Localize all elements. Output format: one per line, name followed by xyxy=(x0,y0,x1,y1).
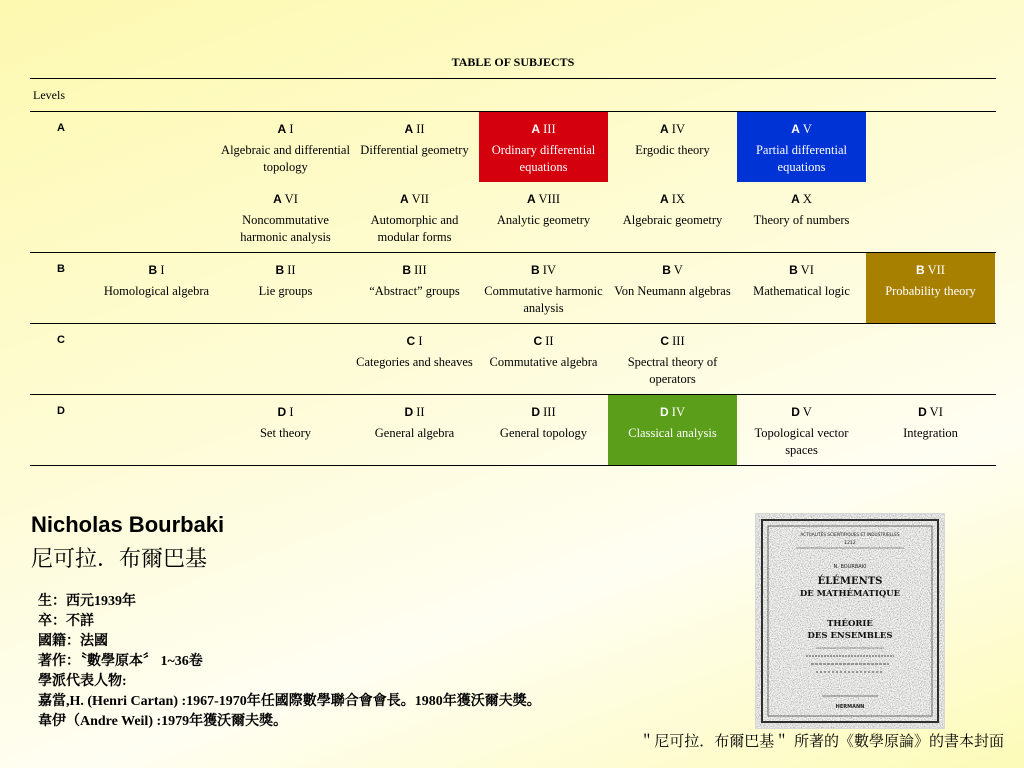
subject-cell xyxy=(608,182,737,252)
subject-code xyxy=(608,333,737,350)
book-title-2: DE MATHÉMATIQUE xyxy=(799,589,901,599)
book-series: ACTUALITÉS SCIENTIFIQUES ET INDUSTRIELLES xyxy=(800,532,900,537)
subject-name: Topological vector spaces xyxy=(754,426,849,457)
subject-name: Set theory xyxy=(259,426,312,440)
subject-name: Differential geometry xyxy=(360,143,469,157)
subject-number: IV xyxy=(668,405,685,419)
bio-cartan: 嘉當,H. (Henri Cartan) :1967-1970年任國際數學聯合會會長。1980年獲沃爾夫獎。 xyxy=(38,694,541,709)
subject-name: Algebraic and differential topology xyxy=(221,143,350,174)
subject-number: V xyxy=(799,122,812,136)
subject-number: III xyxy=(411,263,427,277)
subject-number: I xyxy=(415,334,423,348)
subject-code xyxy=(737,191,866,208)
subject-letter: D xyxy=(918,405,927,419)
book-subtitle-2: DES ENSEMBLES xyxy=(807,631,893,641)
subject-number: IV xyxy=(668,122,685,136)
subject-cell xyxy=(608,395,737,465)
bio-representatives-label: 學派代表人物: xyxy=(38,674,127,689)
subject-code xyxy=(350,121,479,138)
subject-number: I xyxy=(157,263,165,277)
subject-code xyxy=(221,121,350,138)
subject-number: II xyxy=(542,334,554,348)
subject-code xyxy=(479,262,608,279)
subject-number: X xyxy=(799,192,812,206)
subject-cell xyxy=(350,324,479,394)
subject-code xyxy=(608,404,737,421)
subject-name: Von Neumann algebras xyxy=(614,284,731,298)
subject-letter: D xyxy=(791,405,800,419)
subject-number: I xyxy=(286,405,294,419)
level-label: A xyxy=(57,122,65,134)
subject-cell xyxy=(608,253,737,323)
level-row-b xyxy=(30,253,996,323)
subject-letter: D xyxy=(404,405,414,419)
person-name: Nicholas Bourbaki xyxy=(31,512,225,537)
subject-number: VI xyxy=(926,405,943,419)
subject-letter: A xyxy=(791,122,800,136)
subject-code xyxy=(866,262,995,279)
subject-cell xyxy=(350,395,479,465)
subject-number: III xyxy=(540,405,556,419)
table-title: TABLE OF SUBJECTS xyxy=(451,55,575,69)
subject-name: Ergodic theory xyxy=(635,143,710,157)
subject-name: Integration xyxy=(903,426,958,440)
subject-letter: B xyxy=(789,263,798,277)
level-row-a xyxy=(30,112,996,252)
subject-name: Lie groups xyxy=(258,284,313,298)
subject-number: I xyxy=(286,122,294,136)
subjects-table xyxy=(30,52,996,466)
subject-cell xyxy=(866,395,995,465)
subject-number: V xyxy=(799,405,812,419)
subject-name: Theory of numbers xyxy=(753,213,850,227)
subject-name: Commutative harmonic analysis xyxy=(484,284,603,315)
subject-letter: A xyxy=(660,122,669,136)
subject-code xyxy=(608,262,737,279)
subject-code xyxy=(737,121,866,138)
subject-name: Algebraic geometry xyxy=(622,213,723,227)
subject-code xyxy=(479,404,608,421)
levels-header: Levels xyxy=(33,88,65,102)
level-label: D xyxy=(57,405,65,417)
subject-code xyxy=(221,262,350,279)
bio-works: 著作：〝數學原本〞 1~36卷 xyxy=(38,654,203,669)
subject-code xyxy=(221,191,350,208)
subject-cell xyxy=(350,182,479,252)
subject-cell xyxy=(479,112,608,182)
subject-number: VIII xyxy=(535,192,561,206)
subject-number: II xyxy=(413,405,425,419)
subject-letter: A xyxy=(531,122,541,136)
subject-letter: B xyxy=(402,263,412,277)
subject-name: General algebra xyxy=(374,426,455,440)
subject-code xyxy=(737,262,866,279)
book-cover-illustration xyxy=(756,514,944,728)
subject-name: Ordinary differential equations xyxy=(491,143,596,174)
subject-cell xyxy=(737,253,866,323)
subject-name: Classical analysis xyxy=(628,426,717,440)
subject-letter: D xyxy=(531,405,541,419)
subject-letter: A xyxy=(400,192,409,206)
book-publisher: HERMANN xyxy=(835,704,865,710)
subject-cell xyxy=(608,324,737,394)
subject-number: VI xyxy=(281,192,298,206)
book-cover-image xyxy=(755,513,945,729)
level-row-c xyxy=(30,324,996,394)
subject-number: VI xyxy=(797,263,814,277)
book-title-1: ÉLÉMENTS xyxy=(817,576,883,587)
subject-name: Probability theory xyxy=(885,284,976,298)
subject-number: II xyxy=(284,263,296,277)
subject-number: IV xyxy=(539,263,556,277)
subject-number: VII xyxy=(408,192,429,206)
subject-code xyxy=(350,262,479,279)
subject-cell xyxy=(479,395,608,465)
subject-code xyxy=(479,121,608,138)
subject-name: Automorphic and modular forms xyxy=(370,213,459,244)
subject-number: II xyxy=(413,122,425,136)
subject-name: Categories and sheaves xyxy=(356,355,473,369)
subject-letter: B xyxy=(275,263,285,277)
subject-code xyxy=(608,191,737,208)
subject-letter: C xyxy=(406,334,416,348)
subject-cell xyxy=(608,112,737,182)
subject-cell xyxy=(737,112,866,182)
subject-code xyxy=(479,333,608,350)
subject-code xyxy=(608,121,737,138)
subject-cell xyxy=(479,324,608,394)
subject-letter: A xyxy=(273,192,282,206)
subject-code xyxy=(350,333,479,350)
subject-number: III xyxy=(669,334,685,348)
subject-cell xyxy=(221,395,350,465)
subject-code xyxy=(350,191,479,208)
bio-birth: 生：西元1939年 xyxy=(38,594,136,609)
subject-letter: B xyxy=(148,263,158,277)
subject-cell xyxy=(737,395,866,465)
subject-letter: A xyxy=(791,192,800,206)
subject-cell xyxy=(221,182,350,252)
subject-cell xyxy=(479,253,608,323)
level-label: B xyxy=(57,263,65,275)
subject-cell xyxy=(479,182,608,252)
subject-letter: B xyxy=(662,263,671,277)
subject-letter: B xyxy=(916,263,925,277)
subject-name: Spectral theory of operators xyxy=(627,355,718,386)
subject-name: Analytic geometry xyxy=(496,213,591,227)
book-subtitle-1: THÉORIE xyxy=(827,619,873,629)
bio-weil: 韋伊（Andre Weil) :1979年獲沃爾夫獎。 xyxy=(38,714,288,729)
subject-cell xyxy=(350,112,479,182)
subject-letter: C xyxy=(533,334,543,348)
book-author: N. BOURBAKI xyxy=(833,564,867,570)
subject-number: III xyxy=(540,122,556,136)
image-caption: ＂尼可拉．布爾巴基＂ 所著的《數學原論》的書本封面 xyxy=(639,732,1004,750)
biography xyxy=(38,592,541,732)
subject-code xyxy=(92,262,221,279)
subject-name: General topology xyxy=(499,426,588,440)
subject-letter: D xyxy=(660,405,669,419)
person-name-chinese: 尼可拉．布爾巴基 xyxy=(31,547,208,572)
subject-letter: A xyxy=(277,122,287,136)
subject-number: VII xyxy=(924,263,945,277)
subject-code xyxy=(350,404,479,421)
subject-code xyxy=(479,191,608,208)
subject-cell xyxy=(221,253,350,323)
subject-cell xyxy=(866,253,995,323)
bio-death: 卒：不詳 xyxy=(38,614,94,629)
subject-name: “Abstract” groups xyxy=(369,284,460,298)
level-label: C xyxy=(57,334,65,346)
subject-letter: A xyxy=(660,192,669,206)
bio-nationality: 國籍：法國 xyxy=(38,634,108,649)
subject-code xyxy=(866,404,995,421)
subject-name: Noncommutative harmonic analysis xyxy=(240,213,331,244)
subject-letter: A xyxy=(404,122,414,136)
subject-letter: B xyxy=(531,263,540,277)
subject-cell xyxy=(221,112,350,182)
subject-cell xyxy=(350,253,479,323)
subject-letter: C xyxy=(660,334,670,348)
subject-code xyxy=(221,404,350,421)
subject-name: Homological algebra xyxy=(103,284,210,298)
subject-letter: D xyxy=(277,405,287,419)
subject-number: IX xyxy=(668,192,685,206)
subject-name: Commutative algebra xyxy=(489,355,598,369)
subject-name: Partial differential equations xyxy=(755,143,848,174)
subject-letter: A xyxy=(526,192,536,206)
subject-cell xyxy=(737,182,866,252)
subject-number: V xyxy=(670,263,683,277)
subject-code xyxy=(737,404,866,421)
subject-name: Mathematical logic xyxy=(753,284,850,298)
level-row-d xyxy=(30,395,996,466)
book-number: 1212 xyxy=(844,541,856,546)
subject-cell xyxy=(92,253,221,323)
